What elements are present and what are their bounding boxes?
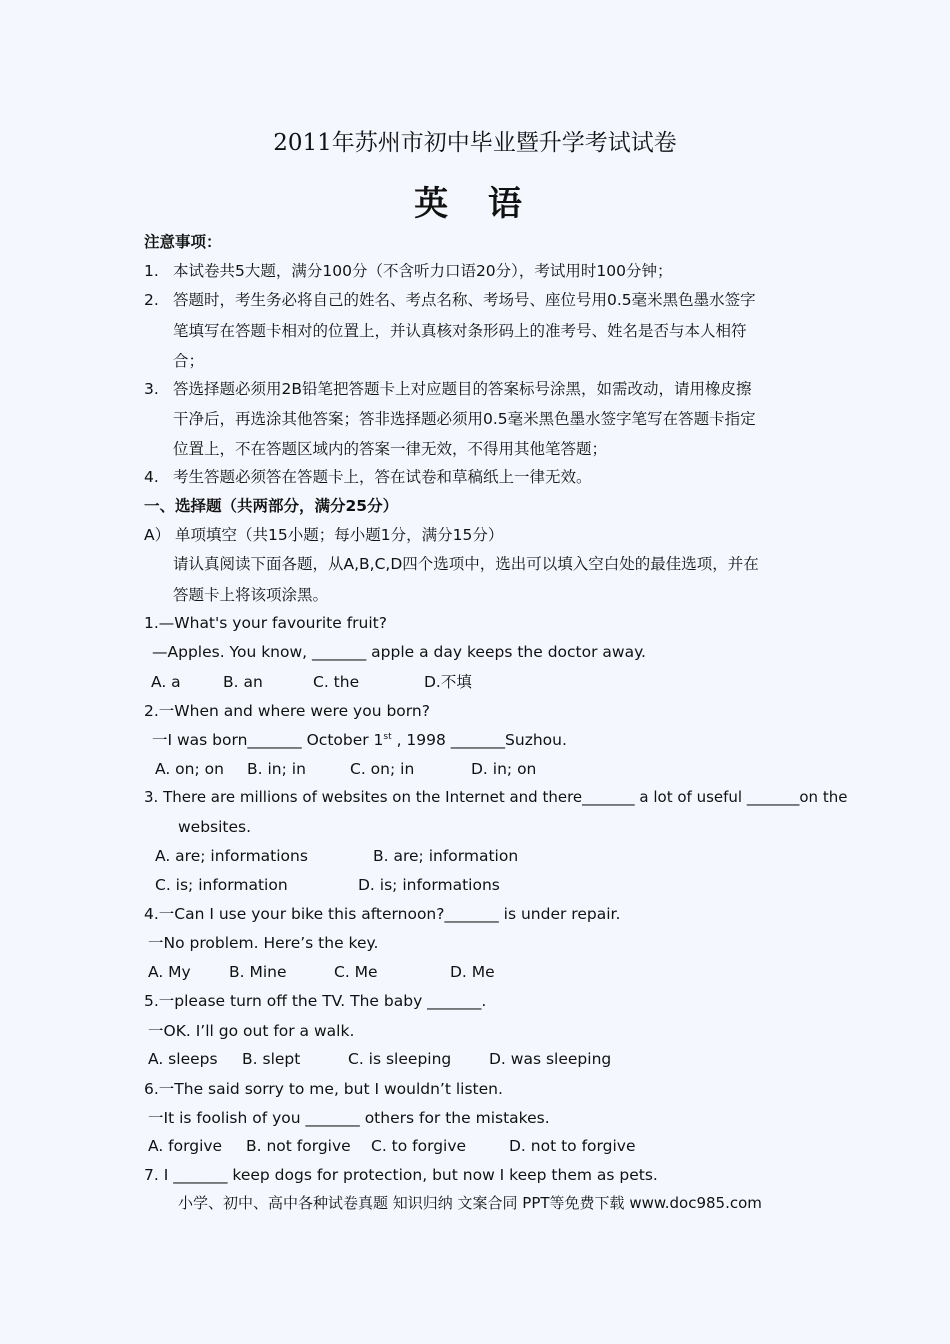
question-stem: 5.一please turn off the TV. The baby _______. xyxy=(144,992,487,1010)
option-a: A. sleeps xyxy=(148,1050,218,1068)
question-stem: 1.—What's your favourite fruit? xyxy=(144,614,387,632)
option-b: B. an xyxy=(223,673,263,691)
option-b: B. Mine xyxy=(229,963,287,981)
question-stem: 6.一The said sorry to me, but I wouldn’t listen. xyxy=(144,1080,503,1098)
option-b: B. not forgive xyxy=(246,1137,351,1155)
exam-title: 2011年苏州市初中毕业暨升学考试试卷 xyxy=(273,130,677,156)
option-a: A. on; on xyxy=(155,760,224,778)
instructions-line: 答题卡上将该项涂黑。 xyxy=(173,586,329,604)
reply-text: 一I was born_______ October 1 xyxy=(152,731,384,749)
option-d: D. Me xyxy=(450,963,495,981)
notice-item-text: 位置上，不在答题区域内的答案一律无效，不得用其他笔答题； xyxy=(173,440,608,458)
option-d: D. in; on xyxy=(471,760,537,778)
part-a-heading: A） 单项填空（共15小题；每小题1分，满分15分） xyxy=(144,526,504,544)
option-d: D. not to forgive xyxy=(509,1137,636,1155)
option-a: A. forgive xyxy=(148,1137,223,1155)
question-stem: 4.一Can I use your bike this afternoon?_______ is under repair. xyxy=(144,905,621,923)
notice-heading: 注意事项： xyxy=(144,233,222,251)
option-b: B. are; information xyxy=(373,847,519,865)
reply-text: , 1998 _______Suzhou. xyxy=(391,731,567,749)
option-b: B. in; in xyxy=(247,760,306,778)
option-d: D. was sleeping xyxy=(489,1050,612,1068)
option-a: A. My xyxy=(148,963,191,981)
option-c: C. to forgive xyxy=(371,1137,467,1155)
ordinal-suffix: st xyxy=(383,731,392,742)
notice-item-number: 1. xyxy=(144,262,159,280)
notice-item-text: 答题时，考生务必将自己的姓名、考点名称、考场号、座位号用0.5毫米黑色墨水签字 xyxy=(173,291,756,309)
notice-item-number: 4. xyxy=(144,468,159,486)
notice-item-text: 考生答题必须答在答题卡上，答在试卷和草稿纸上一律无效。 xyxy=(173,468,592,486)
question-reply: 一It is foolish of you _______ others for the mistakes. xyxy=(148,1109,550,1127)
section-heading: 一、选择题（共两部分，满分25分） xyxy=(144,497,399,515)
subject-title: 英 语 xyxy=(414,184,536,224)
instructions-line: 请认真阅读下面各题，从A,B,C,D四个选项中，选出可以填入空白处的最佳选项，并在 xyxy=(173,555,759,573)
option-c: C. is; information xyxy=(155,876,288,894)
option-c: C. Me xyxy=(334,963,378,981)
notice-item-text: 干净后，再选涂其他答案；答非选择题必须用0.5毫米黑色墨水签字笔写在答题卡指定 xyxy=(173,410,756,428)
option-a: A. a xyxy=(151,673,181,691)
question-reply: 一OK. I’ll go out for a walk. xyxy=(148,1022,355,1040)
question-reply xyxy=(152,733,567,749)
notice-item-text: 答选择题必须用2B铅笔把答题卡上对应题目的答案标号涂黑，如需改动，请用橡皮擦 xyxy=(173,380,752,398)
question-stem: 7. I _______ keep dogs for protection, but now I keep them as pets. xyxy=(144,1166,658,1184)
question-reply: 一No problem. Here’s the key. xyxy=(148,934,379,952)
question-reply: —Apples. You know, _______ apple a day keeps the doctor away. xyxy=(152,643,646,661)
option-c: C. is sleeping xyxy=(348,1050,452,1068)
option-d: D.不填 xyxy=(424,673,472,691)
notice-item-number: 3. xyxy=(144,380,159,398)
option-c: C. the xyxy=(313,673,360,691)
option-a: A. are; informations xyxy=(155,847,308,865)
notice-item-text: 合； xyxy=(173,352,205,370)
footer-link-text[interactable]: 小学、初中、高中各种试卷真题 知识归纳 文案合同 PPT等免费下载 www.doc985.com xyxy=(178,1194,762,1212)
option-b: B. slept xyxy=(242,1050,301,1068)
notice-item-text: 笔填写在答题卡相对的位置上，并认真核对条形码上的准考号、姓名是否与本人相符 xyxy=(173,322,747,340)
notice-item-number: 2. xyxy=(144,291,159,309)
question-stem: 2.一When and where were you born? xyxy=(144,702,430,720)
option-c: C. on; in xyxy=(350,760,415,778)
question-stem: 3. There are millions of websites on the Internet and there_______ a lot of useful _______on the xyxy=(144,788,848,806)
option-d: D. is; informations xyxy=(358,876,500,894)
question-stem-continued: websites. xyxy=(178,818,252,836)
notice-item-text: 本试卷共5大题，满分100分（不含听力口语20分），考试用时100分钟； xyxy=(173,262,673,280)
